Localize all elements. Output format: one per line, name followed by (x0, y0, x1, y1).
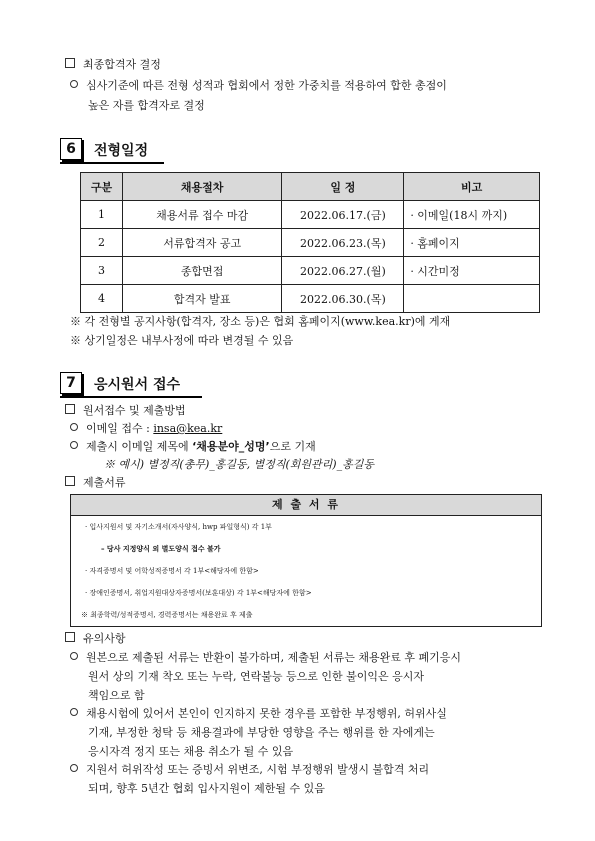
table-cell: · 이메일(18시 까지) (404, 201, 540, 229)
section-6-number: 6 (60, 138, 82, 160)
table-row (81, 229, 540, 257)
circle-bullet-icon (70, 423, 78, 431)
table-header-cell: 비고 (404, 173, 540, 201)
circle-bullet-icon (70, 441, 78, 449)
section-7-underline (60, 396, 202, 398)
document-note: ※ 최종학력/성적증명서, 경력증명서는 채용완료 후 제출 (81, 611, 253, 619)
square-bullet-icon (65, 404, 75, 414)
table-cell: 2022.06.30.(목) (282, 285, 404, 313)
table-header-cell: 채용절차 (122, 173, 282, 201)
table-header-cell: 구분 (81, 173, 123, 201)
table-cell: · 시간미정 (404, 257, 540, 285)
table-cell: 합격자 발표 (122, 285, 282, 313)
document-item: · 입사지원서 및 자기소개서(자사양식, hwp 파일형식) 각 1부 (85, 523, 272, 531)
notice-item: 지원서 허위작성 또는 증빙서 위변조, 시험 부정행위 발생시 불합격 처리 (70, 761, 429, 777)
table-cell: 서류합격자 공고 (122, 229, 282, 257)
table-cell: 1 (81, 201, 123, 229)
section-6-underline (60, 162, 164, 164)
notice-item-cont: 되며, 향후 5년간 협회 입사지원이 제한될 수 있음 (88, 782, 325, 795)
table-cell: 2022.06.23.(목) (282, 229, 404, 257)
section-7-number: 7 (60, 372, 82, 394)
circle-bullet-icon (70, 80, 78, 88)
notice-item-cont: 기재, 부정한 청탁 등 채용결과에 부당한 영향을 주는 행위를 한 자에게는 (88, 726, 435, 739)
notice-item-cont: 책임으로 함 (88, 689, 145, 702)
table-cell: 2022.06.17.(금) (282, 201, 404, 229)
table-cell: 3 (81, 257, 123, 285)
square-bullet-icon (65, 632, 75, 642)
section-6-title: 전형일정 (94, 143, 149, 159)
final-selection-heading: 최종합격자 결정 (65, 56, 161, 72)
table-cell: 채용서류 접수 마감 (122, 201, 282, 229)
table-header-cell: 일 정 (282, 173, 404, 201)
document-item: · 장애인증명서, 취업지원대상자증명서(보훈대상) 각 1부<해당자에 한함> (85, 589, 312, 597)
table-header-row (81, 173, 540, 201)
table-cell: 2022.06.27.(월) (282, 257, 404, 285)
table-row (81, 201, 540, 229)
notice-item: 채용시험에 있어서 본인이 인지하지 못한 경우를 포함한 부정행위, 허위사실 (70, 705, 447, 721)
documents-box-header: 제 출 서 류 (71, 495, 541, 516)
notice-heading: 유의사항 (65, 630, 126, 646)
submission-method-heading: 원서접수 및 제출방법 (65, 402, 186, 418)
email-line: 이메일 접수 : insa@kea.kr (70, 420, 222, 436)
subject-line: 제출시 이메일 제목에 ‘채용분야_성명’으로 기재 (70, 438, 316, 454)
final-selection-desc-cont: 높은 자를 합격자로 결정 (88, 99, 205, 112)
schedule-note-1: ※ 각 전형별 공지사항(합격자, 장소 등)은 협회 홈페이지(www.kea.kr)에 게재 (70, 315, 451, 328)
email-link[interactable]: insa@kea.kr (153, 422, 223, 435)
documents-heading: 제출서류 (65, 474, 126, 490)
subject-example: ※ 예시) 별정직(총무)_홍길동, 별정직(회원관리)_홍길동 (104, 458, 374, 471)
final-selection-desc: 심사기준에 따른 전형 성적과 협회에서 정한 가중치를 적용하여 합한 총점이 (70, 77, 447, 93)
table-cell: 4 (81, 285, 123, 313)
document-item: · 자격증명서 및 어학성적증명서 각 1부<해당자에 한함> (85, 567, 259, 575)
table-cell: 종합면접 (122, 257, 282, 285)
schedule-note-2: ※ 상기일정은 내부사정에 따라 변경될 수 있음 (70, 334, 294, 347)
section-7-title: 응시원서 접수 (94, 377, 181, 393)
square-bullet-icon (65, 476, 75, 486)
notice-item: 원본으로 제출된 서류는 반환이 불가하며, 제출된 서류는 채용완료 후 폐기응시 (70, 649, 461, 665)
schedule-table (80, 172, 540, 313)
square-bullet-icon (65, 58, 75, 68)
table-cell: 2 (81, 229, 123, 257)
table-row (81, 257, 540, 285)
documents-box (70, 494, 542, 627)
circle-bullet-icon (70, 708, 78, 716)
notice-item-cont: 응시자격 정지 또는 채용 취소가 될 수 있음 (88, 745, 294, 758)
document-item-sub: – 당사 지정양식 외 별도양식 접수 불가 (101, 545, 221, 553)
table-cell (404, 285, 540, 313)
circle-bullet-icon (70, 652, 78, 660)
table-row (81, 285, 540, 313)
notice-item-cont: 원서 상의 기재 착오 또는 누락, 연락불능 등으로 인한 불이익은 응시자 (88, 670, 424, 683)
table-cell: · 홈페이지 (404, 229, 540, 257)
circle-bullet-icon (70, 764, 78, 772)
